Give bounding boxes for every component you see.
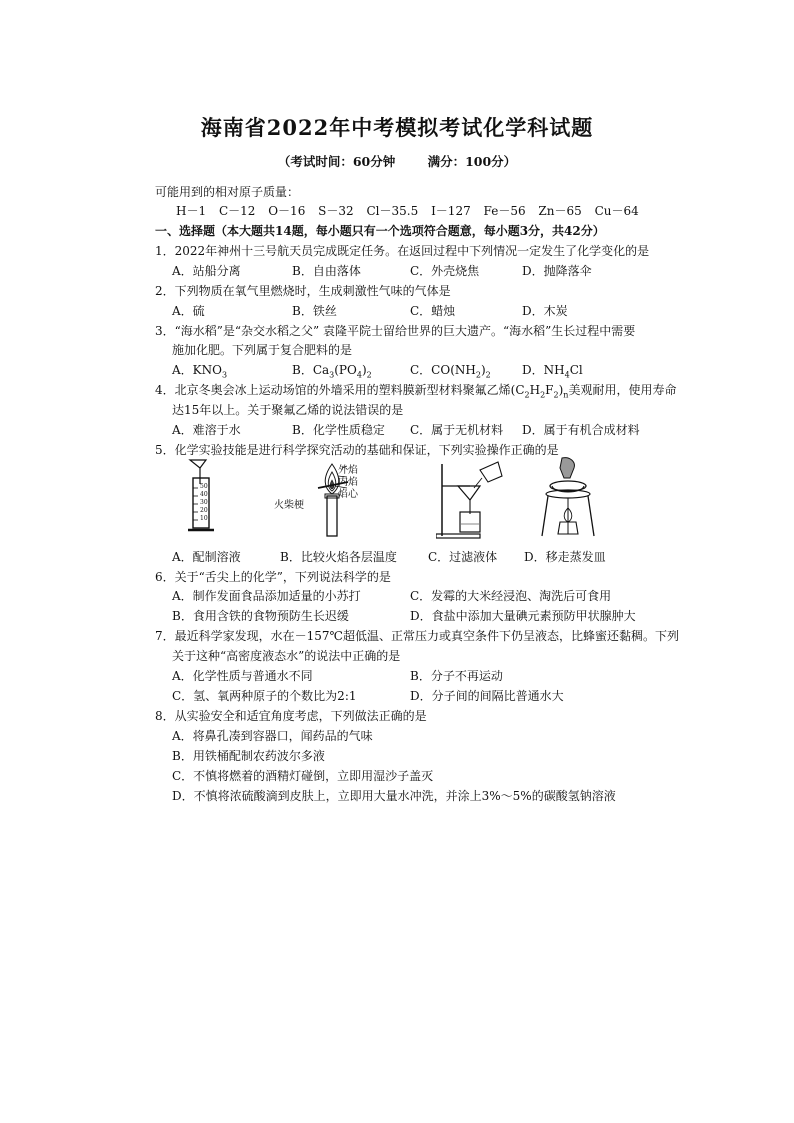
option-c: C．氢、氧两种原子的个数比为2:1 (172, 689, 357, 703)
option-a: A．难溶于水 (172, 423, 241, 437)
option-a: A．化学性质与普通水不同 (172, 669, 313, 683)
option-a: A．站船分离 (172, 264, 241, 278)
option-c: C．外壳烧焦 (410, 264, 480, 278)
option-d: D．木炭 (522, 304, 568, 318)
question-2-stem: 2．下列物质在氧气里燃烧时，生成刺激性气味的气体是 (155, 284, 451, 298)
option-b: B．自由落体 (292, 264, 361, 278)
option-d: D．分子间的间隔比普通水大 (410, 689, 564, 703)
option-b: B．食用含铁的食物预防生长迟缓 (172, 609, 349, 623)
question-8-option-d: D．不慎将浓硫酸滴到皮肤上，立即用大量水冲洗，并涂上3%～5%的碳酸氢钠溶液 (172, 789, 616, 803)
label-matchstick: 火柴梗 (274, 500, 304, 511)
option-a: A．$KNO_3$ (172, 363, 228, 380)
atomic-mass-item: Cu－64 (594, 204, 639, 218)
question-3-stem-line2: 施加化肥。下列属于复合肥料的是 (172, 343, 353, 357)
option-d: D．抛降落伞 (522, 264, 592, 278)
section-heading-choice: 一、选择题（本大题共14题，每小题只有一个选项符合题意，每小题3分，共42分） (155, 224, 605, 238)
question-4-stem-line2: 达15年以上。关于聚氟乙烯的说法错误的是 (172, 403, 404, 417)
option-c: C．$CO(NH_2)_2$ (410, 363, 491, 380)
question-6-stem: 6．关于“舌尖上的化学”，下列说法科学的是 (155, 570, 391, 584)
exam-score: 满分：100分） (427, 154, 517, 169)
question-5-stem: 5．化学实验技能是进行科学探究活动的基础和保证，下列实验操作正确的是 (155, 443, 559, 457)
question-8-option-c: C．不慎将燃着的酒精灯碰倒，立即用湿沙子盖灭 (172, 769, 434, 783)
atomic-mass-item: O－16 (268, 204, 306, 218)
option-a: A．配制溶液 (172, 550, 241, 564)
option-c: C．发霉的大米经浸泡、淘洗后可食用 (410, 589, 612, 603)
option-b: B．比较火焰各层温度 (280, 550, 397, 564)
option-c: C．蜡烛 (410, 304, 456, 318)
label-inner-flame: 内焰 (338, 477, 358, 488)
option-b: B．铁丝 (292, 304, 337, 318)
option-d: D．移走蒸发皿 (524, 550, 606, 564)
atomic-mass-list (176, 203, 648, 219)
exam-info (0, 152, 794, 170)
question-8-option-a: A．将鼻孔凑到容器口，闻药品的气味 (172, 729, 373, 743)
atomic-mass-item: I－127 (431, 204, 471, 218)
question-7-stem-line2: 关于这种“高密度液态水”的说法中正确的是 (172, 649, 401, 663)
option-b: B．化学性质稳定 (292, 423, 385, 437)
question-4-stem-line1: 4．北京冬奥会冰上运动场馆的外墙采用的塑料膜新型材料聚氟乙烯$(C_2H_2F_2)_n$美观耐用，使用寿命 (155, 383, 677, 400)
figure-filtration (436, 458, 506, 540)
question-8-option-b: B．用铁桶配制农药波尔多液 (172, 749, 325, 763)
atomic-mass-item: H－1 (176, 204, 207, 218)
atomic-mass-item: Zn－65 (538, 204, 582, 218)
option-c: C．属于无机材料 (410, 423, 504, 437)
question-7-stem-line1: 7．最近科学家发现，水在－157℃超低温、正常压力或真空条件下仍呈液态，比蜂蜜还黏稠。下列 (155, 629, 679, 643)
atomic-mass-item: C－12 (218, 204, 256, 218)
question-1-stem: 1．2022年神州十三号航天员完成既定任务。在返回过程中下列情况一定发生了化学变化的是 (155, 244, 650, 258)
question-3-stem-line1: 3．“海水稻”是“杂交水稻之父” 袁隆平院士留给世界的巨大遗产。“海水稻”生长过程中需要 (155, 324, 636, 338)
exam-time: （考试时间：60分钟 (277, 154, 396, 169)
atomic-mass-item: Cl－35.5 (366, 204, 419, 218)
atomic-mass-item: Fe－56 (483, 204, 526, 218)
label-outer-flame: 外焰 (338, 465, 358, 476)
atomic-mass-item: S－32 (318, 204, 354, 218)
question-8-stem: 8．从实验安全和适宜角度考虑，下列做法正确的是 (155, 709, 427, 723)
option-d: D．$NH_4Cl$ (522, 363, 583, 380)
page-title: 海南省2022年中考模拟考试化学科试题 (200, 115, 594, 140)
option-d: D．属于有机合成材料 (522, 423, 640, 437)
option-a: A．制作发面食品添加适量的小苏打 (172, 589, 361, 603)
option-b: B．$Ca_3(PO_4)_2$ (292, 363, 372, 380)
option-b: B．分子不再运动 (410, 669, 503, 683)
option-d: D．食盐中添加大量碘元素预防甲状腺肿大 (410, 609, 636, 623)
label-flame-core: 焰心 (338, 489, 358, 500)
cylinder-tick-labels: 50 40 30 20 10 (200, 483, 208, 522)
figure-evaporating-dish (540, 456, 596, 540)
option-c: C．过滤液体 (428, 550, 498, 564)
atomic-mass-title: 可能用到的相对原子质量： (155, 185, 300, 199)
option-a: A．硫 (172, 304, 205, 318)
